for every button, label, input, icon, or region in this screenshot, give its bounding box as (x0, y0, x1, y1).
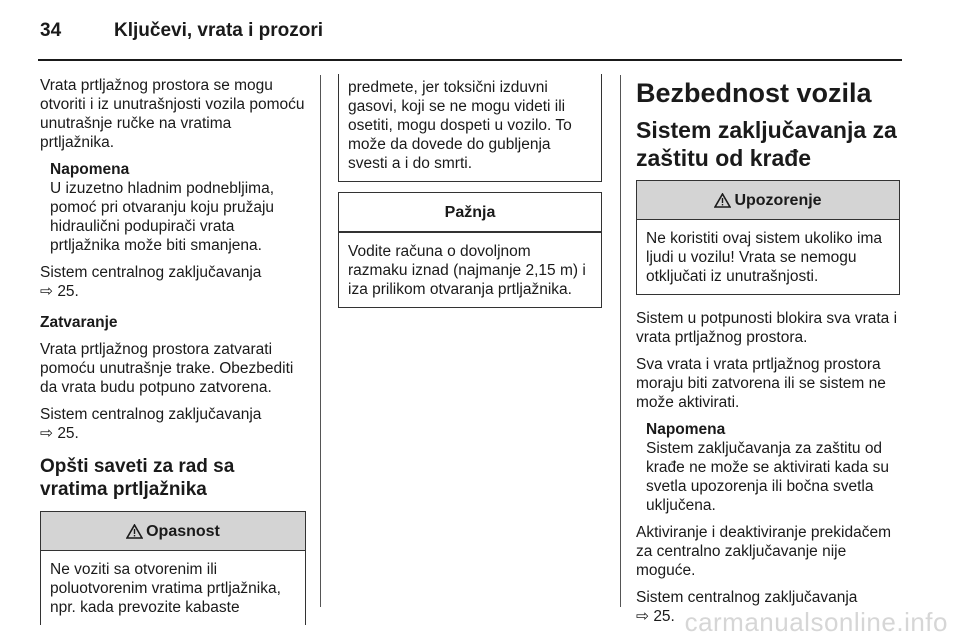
note-text: U izuzetno hladnim podnebljima, pomoć pri otvaranju koju pružaju hidraulični podupirači vrata prtljažnika može biti smanjena. (50, 180, 275, 254)
reference-arrow-icon: ⇨ (40, 425, 53, 442)
caution-text: Vodite računa o dovoljnom razmaku iznad (najmanje 2,15 m) i iza prilikom otvaranja prtljažnika. (339, 232, 601, 307)
reference-page: 25. (653, 608, 675, 625)
reference-arrow-icon: ⇨ (40, 283, 53, 300)
danger-box-continued (338, 74, 602, 182)
reference-page: 25. (57, 425, 79, 442)
warning-text: Ne koristiti ovaj sistem ukoliko ima ljudi u vozilu! Vrata se nemogu otključati iz unutrašnjosti. (646, 230, 883, 285)
reference-text: Sistem centralnog zaključavanja (636, 589, 858, 606)
header-rule (38, 59, 902, 61)
reference-page: 25. (57, 283, 79, 300)
warning-triangle-icon (126, 524, 143, 539)
paragraph: Sva vrata i vrata prtljažnog prostora moraju biti zatvorena ili se sistem ne može aktivirati. (636, 356, 886, 411)
chapter-title: Ključevi, vrata i prozori (114, 20, 324, 41)
column-3 (636, 76, 900, 634)
reference-text: Sistem centralnog zaključavanja (40, 406, 262, 423)
reference-text: Sistem centralnog zaključavanja (40, 264, 262, 281)
section-title: Bezbednost vozila (636, 78, 872, 108)
danger-title: Opasnost (146, 522, 220, 540)
column-divider-2 (620, 75, 621, 607)
caution-title: Pažnja (339, 193, 601, 232)
column-2 (338, 74, 602, 318)
danger-box-header (41, 512, 305, 551)
caution-box (338, 192, 602, 308)
danger-text-continued: predmete, jer toksični izduvni gasovi, koji se ne mogu videti ili osetiti, mogu dospeti u vozilo. To može da dovede do gubljenja svesti a i do smrti. (348, 79, 572, 172)
paragraph: Sistem u potpunosti blokira sva vrata i vrata prtljažnog prostora. (636, 310, 898, 346)
note-title: Napomena (646, 421, 726, 438)
reference (40, 405, 306, 443)
note (40, 160, 306, 255)
subheading-closing: Zatvaranje (40, 314, 118, 331)
column-1 (40, 76, 306, 635)
danger-box (40, 511, 306, 625)
page-header (40, 20, 323, 42)
paragraph: Aktiviranje i deaktiviranje prekidačem za centralno zaključavanje nije moguće. (636, 524, 892, 579)
reference (40, 263, 306, 301)
section-heading: Opšti saveti za rad sa vratima prtljažnika (40, 456, 235, 500)
subsection-title: Sistem zaključavanja za zaštitu od krađe (636, 117, 897, 171)
reference-arrow-icon: ⇨ (636, 608, 649, 625)
danger-text: Ne voziti sa otvorenim ili poluotvorenim vratima prtljažnika, npr. kada prevozite kabaste (50, 561, 281, 616)
warning-title: Upozorenje (734, 191, 822, 209)
page-number: 34 (40, 20, 62, 41)
warning-box-header (637, 181, 899, 220)
paragraph: Vrata prtljažnog prostora se mogu otvoriti i iz unutrašnjosti vozila pomoću unutrašnje ručke na vratima prtljažnika. (40, 77, 305, 151)
warning-triangle-icon (714, 193, 731, 208)
column-divider-1 (320, 75, 321, 607)
note-title: Napomena (50, 161, 130, 178)
note (636, 420, 900, 515)
paragraph: Vrata prtljažnog prostora zatvarati pomoću unutrašnje trake. Obezbediti da vrata budu potpuno zatvorena. (40, 341, 294, 396)
note-text: Sistem zaključavanja za zaštitu od krađe ne može se aktivirati kada su svetla upozorenja ili bočna svetla uključena. (646, 440, 889, 514)
watermark: carmanualsonline.info (684, 607, 948, 637)
warning-box (636, 180, 900, 295)
